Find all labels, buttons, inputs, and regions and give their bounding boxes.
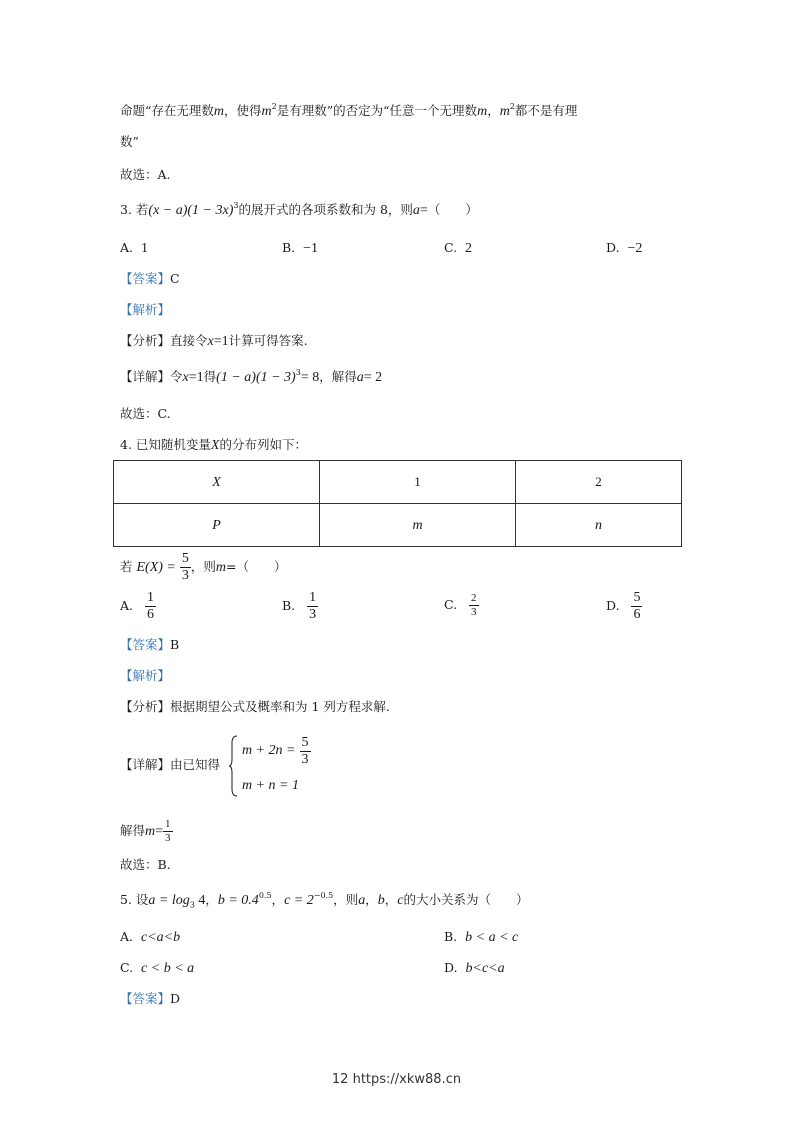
- fraction: [300, 735, 311, 768]
- frac-num: 1: [165, 818, 171, 830]
- exponent: 2: [509, 102, 515, 111]
- q5-option-d: [444, 960, 505, 977]
- table-cell: [114, 461, 320, 504]
- math-var: a: [358, 893, 366, 908]
- q4-condition: [120, 548, 286, 587]
- q4-blank: =（ ）: [226, 559, 287, 574]
- q4-conclusion: 故选：B.: [120, 857, 171, 872]
- q4-answer: [120, 637, 179, 653]
- exponent: 2: [271, 102, 277, 111]
- q3-stem: [120, 202, 478, 219]
- option-letter: B.: [444, 929, 458, 944]
- cell-value: 1: [414, 474, 421, 489]
- fraction: [307, 590, 318, 623]
- cell-value: X: [212, 474, 221, 490]
- solve-text: 解得: [120, 823, 146, 838]
- q5-option-b: [444, 929, 518, 946]
- math-expression: m + n = 1: [242, 778, 300, 793]
- xiangjie-text: 得: [203, 369, 217, 384]
- frac-num: 1: [309, 590, 317, 605]
- math-var: a: [412, 203, 420, 218]
- option-letter: D.: [444, 960, 458, 975]
- q4-prefix: 4. 已知随机变量: [120, 437, 211, 452]
- q4-option-b: [282, 590, 318, 623]
- option-letter: D.: [606, 598, 620, 613]
- cell-value: P: [212, 517, 221, 533]
- frac-den: 6: [146, 607, 154, 622]
- distribution-table: [113, 460, 682, 547]
- q3-blank: （ ）: [427, 202, 478, 217]
- fenxi-tag: 【分析】: [120, 699, 171, 714]
- q4-stem: [120, 437, 307, 454]
- exponent: 0.5: [258, 891, 272, 900]
- q4-option-d: [606, 590, 642, 623]
- frac-num: 5: [301, 735, 309, 750]
- math-expression: E(X) =: [136, 560, 176, 575]
- q4-analysis-tag: 【解析】: [120, 668, 171, 683]
- q4-option-c: [444, 592, 479, 619]
- option-value: 2: [465, 241, 473, 256]
- q4-fenxi: [120, 699, 390, 715]
- math-var: m: [213, 104, 225, 119]
- fraction: [163, 818, 173, 845]
- intro-text: 命题“存在无理数: [120, 103, 214, 118]
- frac-num: 5: [633, 590, 641, 605]
- math-expression: c = 2: [284, 893, 314, 908]
- frac-den: 3: [471, 606, 477, 618]
- math-var: x: [182, 370, 189, 385]
- frac-den: 3: [181, 568, 189, 583]
- option-value: c < b < a: [141, 961, 195, 976]
- left-brace-icon: [228, 735, 238, 797]
- frac-den: 3: [309, 607, 317, 622]
- xiangjie-text: 由已知得: [170, 757, 221, 772]
- fenxi-text: 根据期望公式及概率和为 1 列方程求解.: [170, 699, 390, 714]
- answer-tag: 【答案】: [120, 637, 171, 652]
- math-var: c: [397, 893, 404, 908]
- q3-option-d: [606, 240, 642, 257]
- frac-den: 3: [165, 832, 171, 844]
- q3-expression: (x − a)(1 − 3x): [148, 203, 234, 218]
- option-letter: B.: [282, 240, 296, 255]
- equation-system: [228, 735, 308, 797]
- math-var: b: [377, 893, 385, 908]
- answer-tag: 【答案】: [120, 991, 171, 1006]
- math-expression: 4: [194, 893, 206, 908]
- math-expression: m + 2n =: [242, 743, 296, 758]
- option-letter: C.: [444, 240, 458, 255]
- xiangjie-text: ，解得: [319, 369, 357, 384]
- option-letter: A.: [120, 598, 134, 613]
- math-expression: a = log: [148, 893, 190, 908]
- q3-text: 的展开式的各项系数和为 8，则: [238, 202, 413, 217]
- math-eq: = 8: [300, 370, 320, 385]
- option-value: c<a<b: [140, 930, 181, 945]
- q3-analysis-tag: 【解析】: [120, 302, 171, 317]
- intro-line-1: [120, 103, 577, 120]
- intro-line-2: 数”: [120, 134, 139, 149]
- subscript: 3: [189, 900, 195, 910]
- q5-stem: 5. 设$a = \log_3 4$，$b = 0.4^{0.5}$，$c = 2^{-0.5}$，则a，b，c的大小关系为（ ）: [120, 891, 529, 910]
- q3-fenxi: [120, 333, 308, 350]
- fraction: [469, 592, 479, 619]
- table-cell: [516, 504, 682, 547]
- option-value: −1: [303, 241, 319, 256]
- xiangjie-tag: 【详解】: [120, 757, 171, 772]
- table-row: [114, 504, 682, 547]
- q5-option-a: [120, 929, 180, 946]
- math-var: m: [261, 104, 272, 119]
- q4-text: 若: [120, 559, 133, 574]
- answer-value: B: [170, 637, 180, 652]
- frac-den: 3: [301, 752, 309, 767]
- option-letter: C.: [444, 597, 458, 612]
- frac-den: 6: [633, 607, 641, 622]
- intro-conclusion: 故选：A.: [120, 167, 171, 182]
- q4-solution: [120, 812, 173, 851]
- q3-conclusion: 故选：C.: [120, 406, 171, 421]
- fraction: [631, 590, 642, 623]
- exponent: −0.5: [313, 891, 334, 900]
- answer-tag: 【答案】: [120, 271, 171, 286]
- option-letter: D.: [606, 240, 620, 255]
- math-eq: = 2: [363, 370, 383, 385]
- math-expression: (1 − a)(1 − 3): [216, 370, 296, 385]
- q4-option-a: [120, 590, 156, 623]
- table-cell: [114, 504, 320, 547]
- q5-text: ，则: [333, 892, 359, 907]
- q3-option-a: [120, 240, 148, 257]
- intro-text: 是有理数”的否定为“任意一个无理数: [276, 103, 478, 118]
- q5-text: 的大小关系为（ ）: [403, 892, 529, 907]
- option-value: 1: [140, 241, 148, 256]
- frac-num: 5: [181, 551, 189, 566]
- fraction: [145, 590, 156, 623]
- xiangjie-text: 令: [170, 369, 183, 384]
- equation-1: [242, 735, 311, 768]
- answer-value: D: [170, 991, 181, 1006]
- fenxi-text: 直接令: [170, 333, 208, 348]
- page-footer: 12 https://xkw88.cn: [331, 1072, 462, 1087]
- q3-prefix: 3. 若: [120, 202, 149, 217]
- q3-option-b: [282, 240, 318, 257]
- table-cell: [320, 461, 516, 504]
- option-value: −2: [627, 241, 643, 256]
- fenxi-tag: 【分析】: [120, 333, 171, 348]
- fenxi-text: 计算可得答案.: [228, 333, 308, 348]
- q5-option-c: [120, 960, 194, 977]
- math-eq: =1: [213, 334, 229, 349]
- intro-text: ，: [487, 103, 500, 118]
- frac-num: 1: [146, 590, 154, 605]
- math-var: X: [210, 438, 220, 453]
- q4-text: ，则: [190, 559, 216, 574]
- q3-xiangjie: [120, 369, 382, 386]
- option-letter: C.: [120, 960, 134, 975]
- q3-answer: [120, 271, 180, 287]
- math-expression: b = 0.4: [217, 893, 259, 908]
- xiangjie-tag: 【详解】: [120, 369, 171, 384]
- q3-option-c: [444, 240, 472, 257]
- q5-answer: [120, 991, 180, 1007]
- option-value: b<c<a: [465, 961, 505, 976]
- frac-num: 2: [471, 592, 477, 604]
- exponent: 3: [233, 201, 239, 210]
- math-eq: =: [419, 203, 428, 218]
- equation-2: [242, 777, 299, 794]
- math-var: m: [215, 560, 226, 575]
- cell-value: m: [412, 517, 423, 533]
- exponent: 3: [295, 368, 301, 377]
- table-row: [114, 461, 682, 504]
- math-var: m: [477, 104, 488, 119]
- math-var: x: [207, 334, 214, 349]
- q4-xiangjie: [120, 757, 220, 773]
- fraction: [180, 551, 191, 584]
- option-letter: A.: [120, 929, 134, 944]
- table-cell: [516, 461, 682, 504]
- cell-value: 2: [595, 474, 602, 489]
- math-var: m: [499, 104, 510, 119]
- option-value: b < a < c: [465, 930, 519, 945]
- math-var: m: [145, 824, 156, 839]
- math-eq: =1: [188, 370, 204, 385]
- table-cell: [320, 504, 516, 547]
- option-letter: A.: [120, 240, 134, 255]
- answer-value: C: [170, 271, 180, 286]
- math-var: a: [356, 370, 364, 385]
- intro-text: ，使得: [224, 103, 262, 118]
- q5-prefix: 5. 设: [120, 892, 149, 907]
- q4-text: 的分布列如下：: [219, 437, 307, 452]
- math-eq: =: [155, 824, 164, 839]
- option-letter: B.: [282, 598, 296, 613]
- intro-text: 都不是有理: [514, 103, 578, 118]
- cell-value: n: [595, 517, 602, 533]
